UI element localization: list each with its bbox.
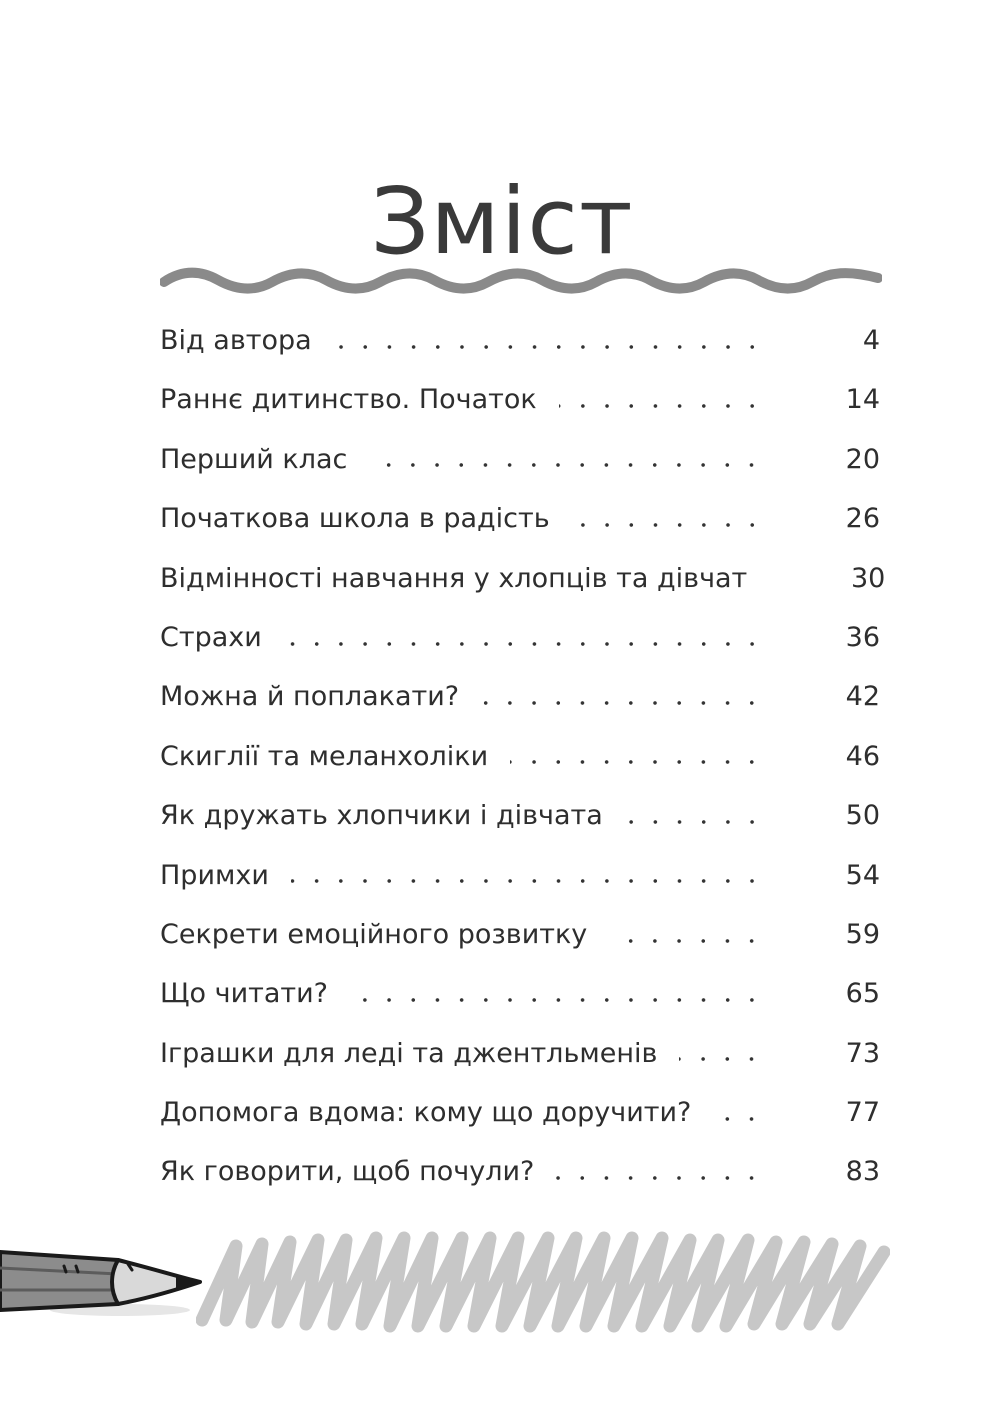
- toc-entry-page: 83: [845, 1156, 880, 1188]
- toc-entry-page: 59: [845, 918, 880, 950]
- dot-leader: [350, 998, 764, 1002]
- toc-entry-title: Що читати?: [160, 978, 329, 1010]
- toc-entry-title: Примхи: [160, 859, 269, 891]
- scribble-stroke: [196, 1228, 890, 1334]
- dot-leader: [481, 701, 764, 705]
- dot-leader: [679, 1057, 764, 1061]
- toc-entry-title: Скиглії та меланхоліки: [160, 740, 489, 772]
- dot-leader: [556, 1176, 764, 1180]
- toc-entry[interactable]: [160, 311, 880, 370]
- toc-entry-page: 65: [845, 978, 880, 1010]
- toc-entry[interactable]: [160, 846, 880, 905]
- toc-entry-title: Можна й поплакати?: [160, 681, 460, 713]
- toc-entry[interactable]: [160, 489, 880, 548]
- toc-entry-title: Страхи: [160, 621, 262, 653]
- toc-entry[interactable]: [160, 667, 880, 726]
- toc-entry[interactable]: [160, 430, 880, 489]
- toc-entry-page: 30: [850, 562, 886, 594]
- toc-entry-title: Секрети емоційного розвитку: [160, 918, 588, 950]
- toc-entry-page: 73: [845, 1037, 880, 1069]
- dot-leader: [713, 1117, 764, 1121]
- toc-entry-page: 42: [845, 681, 880, 713]
- dot-leader: [334, 345, 764, 349]
- wavy-underline: [160, 262, 882, 298]
- toc-entry[interactable]: [160, 549, 886, 608]
- toc-entry-page: 46: [845, 740, 880, 772]
- dot-leader: [572, 523, 764, 527]
- toc-entry-title: Допомога вдома: кому що доручити?: [160, 1097, 692, 1129]
- table-of-contents: [160, 311, 886, 1202]
- toc-entry-page: 4: [862, 325, 880, 356]
- toc-entry-page: 36: [845, 621, 880, 653]
- toc-entry-title: Як говорити, щоб почули?: [160, 1156, 535, 1188]
- toc-entry-page: 14: [845, 384, 880, 416]
- toc-entry-title: Від автора: [160, 325, 312, 356]
- toc-entry-page: 50: [845, 800, 880, 832]
- dot-leader: [284, 642, 764, 646]
- toc-entry[interactable]: [160, 1142, 880, 1201]
- toc-entry[interactable]: [160, 608, 880, 667]
- toc-entry-title: Відмінності навчання у хлопців та дівчат: [160, 562, 748, 594]
- dot-leader: [510, 760, 764, 764]
- toc-entry[interactable]: [160, 964, 880, 1023]
- toc-entry-title: Іграшки для леді та джентльменів: [160, 1037, 658, 1069]
- dot-leader: [625, 820, 764, 824]
- toc-entry-title: Раннє дитинство. Початок: [160, 384, 537, 416]
- toc-entry-page: 20: [845, 443, 880, 475]
- toc-entry-page: 77: [845, 1097, 880, 1129]
- toc-entry[interactable]: [160, 1024, 880, 1083]
- toc-entry-title: Як дружать хлопчики і дівчата: [160, 800, 603, 832]
- dot-leader: [369, 463, 764, 467]
- toc-entry-page: 54: [845, 859, 880, 891]
- dot-leader: [559, 404, 764, 408]
- toc-entry-title: Початкова школа в радість: [160, 503, 550, 535]
- toc-entry-title: Перший клас: [160, 443, 348, 475]
- page-title: Зміст: [370, 168, 634, 275]
- toc-entry[interactable]: [160, 905, 880, 964]
- toc-entry-page: 26: [845, 503, 880, 535]
- pencil-icon: [0, 1238, 210, 1324]
- toc-entry[interactable]: [160, 786, 880, 845]
- dot-leader: [291, 879, 764, 883]
- toc-entry[interactable]: [160, 727, 880, 786]
- toc-entry[interactable]: [160, 370, 880, 429]
- dot-leader: [609, 939, 764, 943]
- toc-entry[interactable]: [160, 1083, 880, 1142]
